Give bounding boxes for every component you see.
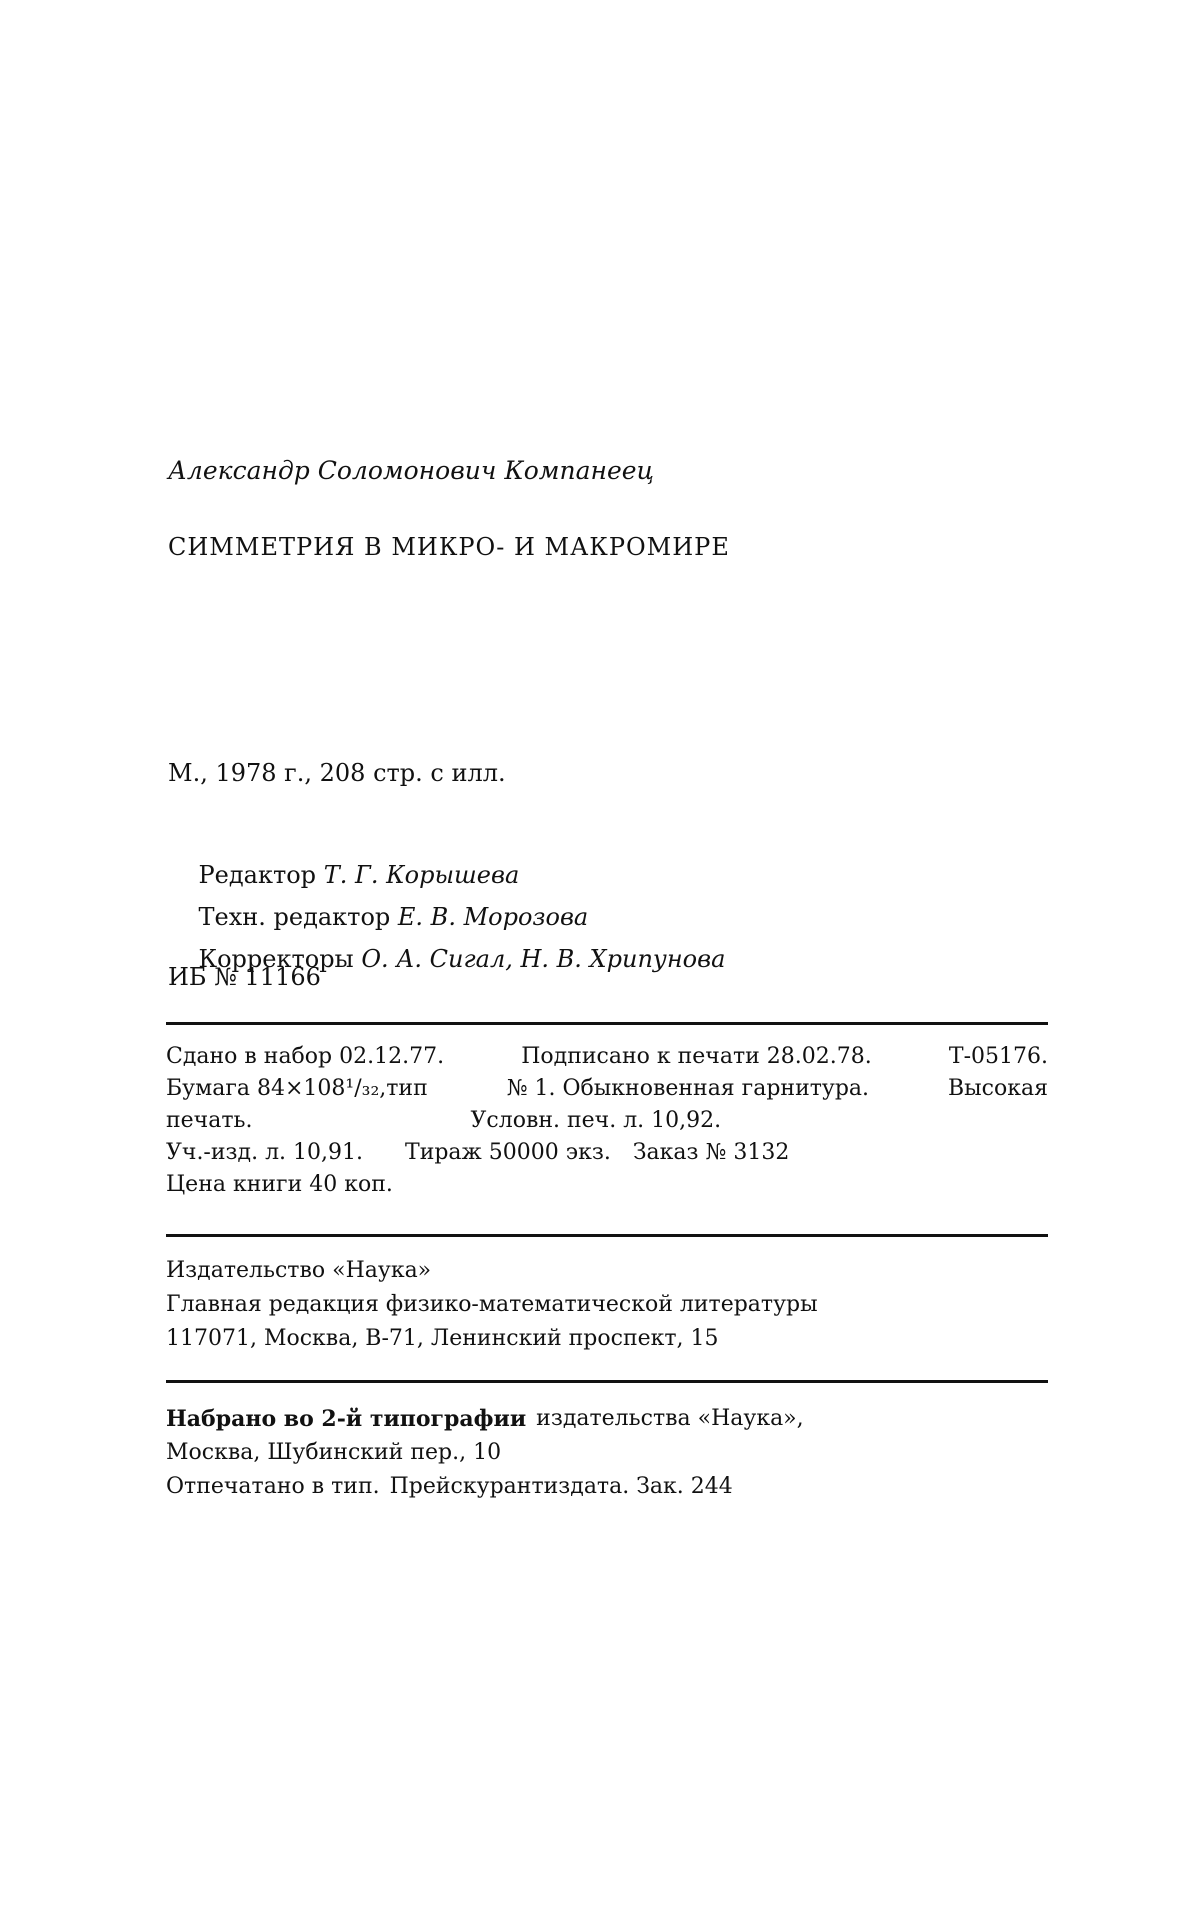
publisher-department: Главная редакция физико-математической литературы (166, 1292, 818, 1317)
production-print-word: печать. (166, 1108, 253, 1133)
publisher-address: 117071, Москва, В-71, Ленинский проспект, 15 (166, 1326, 719, 1351)
publisher-name: Издательство «Наука» (166, 1258, 432, 1283)
correctors-names: О. А. Сигал, Н. В. Хрипунова (361, 945, 726, 973)
printer-line-3 (166, 1472, 1048, 1502)
production-signed-date: Подписано к печати 28.02.78. (521, 1044, 872, 1069)
imprint-line: М., 1978 г., 208 стр. с илл. (168, 759, 506, 787)
printer-typeset-publisher: издательства «Наука», (536, 1406, 804, 1431)
production-print-run: Тираж 50000 экз. (405, 1140, 611, 1165)
correctors-label: Корректоры (198, 945, 354, 973)
production-typeface: № 1. Обыкновенная гарнитура. (506, 1076, 870, 1101)
printer-line-2 (166, 1438, 1048, 1468)
book-title: СИММЕТРИЯ В МИКРО- И МАКРОМИРЕ (168, 533, 730, 561)
tech-editor-label: Техн. редактор (198, 903, 391, 931)
publisher-line-2 (166, 1290, 1048, 1320)
ib-number: ИБ № 11166 (168, 963, 321, 991)
divider-2 (166, 1234, 1048, 1237)
printer-printed-label: Отпечатано в тип. (166, 1474, 380, 1499)
editor-name: Т. Г. Корышева (323, 861, 520, 889)
production-publisher-sheets: Уч.-изд. л. 10,91. (166, 1140, 364, 1165)
divider-1 (166, 1022, 1048, 1025)
production-line-5 (166, 1170, 1048, 1200)
divider-3 (166, 1380, 1048, 1383)
production-code: Т-05176. (948, 1044, 1048, 1069)
production-order-number: Заказ № 3132 (632, 1140, 790, 1165)
production-line-3 (166, 1106, 1048, 1136)
editor-label: Редактор (198, 861, 317, 889)
production-line-4 (166, 1138, 1048, 1168)
production-print-type: Высокая (948, 1076, 1048, 1101)
tech-editor-name: Е. В. Морозова (397, 903, 589, 931)
production-print-sheets: Условн. печ. л. 10,92. (470, 1108, 722, 1133)
production-line-1 (166, 1042, 1048, 1072)
publisher-line-1 (166, 1256, 1048, 1286)
production-price: Цена книги 40 коп. (166, 1172, 393, 1197)
production-typeset-date: Сдано в набор 02.12.77. (166, 1044, 445, 1069)
printer-line-1 (166, 1404, 1048, 1434)
production-paper: Бумага 84×108¹/₃₂,тип (166, 1076, 428, 1101)
publisher-line-3 (166, 1324, 1048, 1354)
printer-typeset-label: Набрано во 2-й типографии (166, 1406, 527, 1432)
printer-printed-house: Прейскурантиздата. Зак. 244 (389, 1474, 733, 1499)
printer-address: Москва, Шубинский пер., 10 (166, 1440, 502, 1465)
author-name: Александр Соломонович Компанеец (168, 456, 654, 485)
production-line-2 (166, 1074, 1048, 1104)
